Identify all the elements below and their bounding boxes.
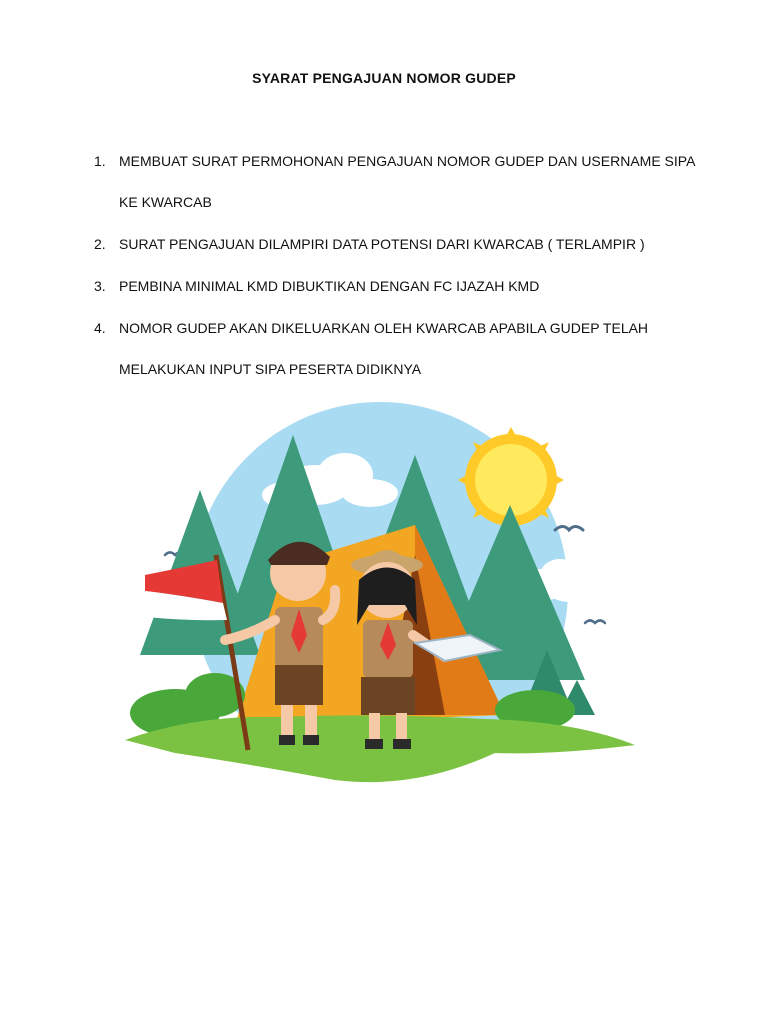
document-title: SYARAT PENGAJUAN NOMOR GUDEP bbox=[252, 70, 516, 86]
requirement-text: NOMOR GUDEP AKAN DIKELUARKAN OLEH KWARCAB APABILA GUDEP TELAH MELAKUKAN INPUT SIPA PESERTA DIDIKNYA bbox=[119, 320, 649, 377]
requirement-number: 4. bbox=[94, 320, 106, 336]
bird-icon bbox=[555, 527, 583, 531]
requirement-text: MEMBUAT SURAT PERMOHONAN PENGAJUAN NOMOR GUDEP DAN USERNAME SIPA KE KWARCAB bbox=[119, 153, 695, 210]
requirement-item bbox=[94, 308, 714, 390]
requirement-item bbox=[94, 224, 714, 265]
requirement-item bbox=[94, 266, 714, 307]
requirement-text: PEMBINA MINIMAL KMD DIBUKTIKAN DENGAN FC IJAZAH KMD bbox=[119, 278, 540, 294]
requirement-number: 2. bbox=[94, 236, 106, 252]
requirement-number: 3. bbox=[94, 278, 106, 294]
requirement-number: 1. bbox=[94, 153, 106, 169]
requirements-list bbox=[94, 141, 714, 391]
requirement-text: SURAT PENGAJUAN DILAMPIRI DATA POTENSI DARI KWARCAB ( TERLAMPIR ) bbox=[119, 236, 645, 252]
scout-camp-illustration bbox=[115, 395, 645, 795]
bird-icon bbox=[585, 621, 605, 624]
requirement-item bbox=[94, 141, 714, 223]
